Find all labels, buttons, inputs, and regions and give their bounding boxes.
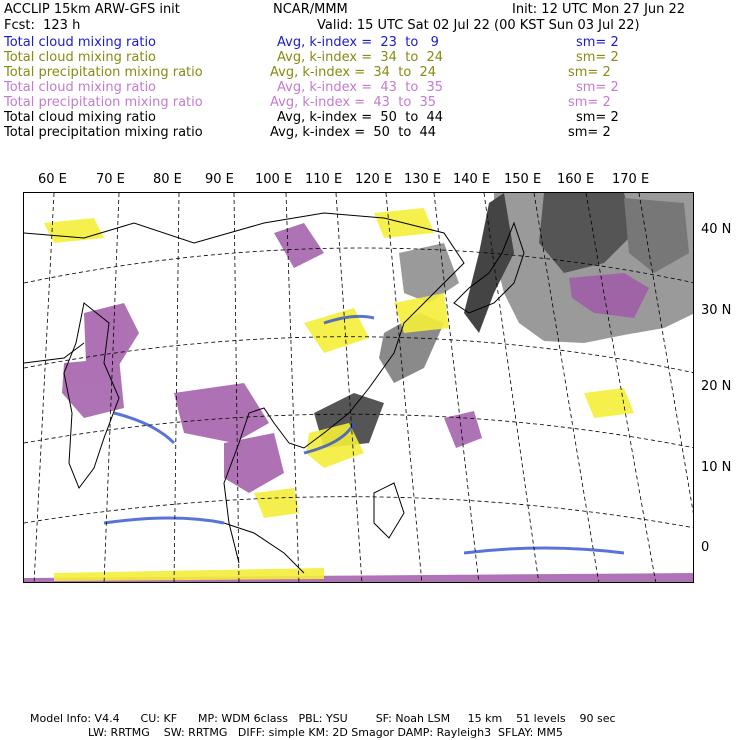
longitude-label: 110 E xyxy=(305,172,343,187)
field-name: Total cloud mixing ratio xyxy=(4,110,157,125)
longitude-label: 160 E xyxy=(557,172,595,187)
map-canvas xyxy=(24,193,694,583)
field-sm: sm= 2 xyxy=(568,65,611,80)
init-time: Init: 12 UTC Mon 27 Jun 22 xyxy=(512,2,686,17)
valid-time: Valid: 15 UTC Sat 02 Jul 22 (00 KST Sun 03 Jul 22) xyxy=(317,18,640,33)
longitude-label: 120 E xyxy=(355,172,393,187)
field-name: Total precipitation mixing ratio xyxy=(4,95,203,110)
longitude-label: 80 E xyxy=(153,172,182,187)
field-avg: Avg, k-index = 34 to 24 xyxy=(277,50,444,65)
field-sm: sm= 2 xyxy=(576,110,619,125)
institution-label: NCAR/MMM xyxy=(273,2,348,17)
latitude-label: 40 N xyxy=(701,222,732,237)
field-sm: sm= 2 xyxy=(576,80,619,95)
latitude-label: 0 xyxy=(701,540,710,555)
field-name: Total precipitation mixing ratio xyxy=(4,65,203,80)
field-sm: sm= 2 xyxy=(576,50,619,65)
field-avg: Avg, k-index = 23 to 9 xyxy=(277,35,439,50)
latitude-label: 20 N xyxy=(701,379,732,394)
longitude-label: 140 E xyxy=(453,172,491,187)
longitude-label: 100 E xyxy=(255,172,293,187)
field-avg: Avg, k-index = 50 to 44 xyxy=(270,125,437,140)
field-sm: sm= 2 xyxy=(568,95,611,110)
high-cloud-shading xyxy=(314,193,694,448)
field-avg: Avg, k-index = 43 to 35 xyxy=(277,80,444,95)
plot-title: ACCLIP 15km ARW-GFS init xyxy=(4,2,180,17)
field-avg: Avg, k-index = 34 to 24 xyxy=(270,65,437,80)
model-info-line1: Model Info: V4.4 CU: KF MP: WDM 6class PBL: YSU SF: Noah LSM 15 km 51 levels 90 sec xyxy=(30,712,616,725)
field-name: Total cloud mixing ratio xyxy=(4,35,157,50)
longitude-label: 150 E xyxy=(504,172,542,187)
field-name: Total precipitation mixing ratio xyxy=(4,125,203,140)
field-name: Total cloud mixing ratio xyxy=(4,50,157,65)
forecast-hour: Fcst: 123 h xyxy=(4,18,81,33)
latitude-label: 10 N xyxy=(701,460,732,475)
field-name: Total cloud mixing ratio xyxy=(4,80,157,95)
longitude-label: 170 E xyxy=(612,172,650,187)
field-sm: sm= 2 xyxy=(576,35,619,50)
latitude-label: 30 N xyxy=(701,303,732,318)
map-panel xyxy=(23,192,694,583)
field-avg: Avg, k-index = 50 to 44 xyxy=(277,110,444,125)
longitude-label: 90 E xyxy=(205,172,234,187)
field-avg: Avg, k-index = 43 to 35 xyxy=(270,95,437,110)
longitude-label: 130 E xyxy=(404,172,442,187)
model-info-line2: LW: RRTMG SW: RRTMG DIFF: simple KM: 2D Smagor DAMP: Rayleigh3 SFLAY: MM5 xyxy=(88,726,563,739)
longitude-label: 70 E xyxy=(96,172,125,187)
longitude-label: 60 E xyxy=(38,172,67,187)
field-sm: sm= 2 xyxy=(568,125,611,140)
